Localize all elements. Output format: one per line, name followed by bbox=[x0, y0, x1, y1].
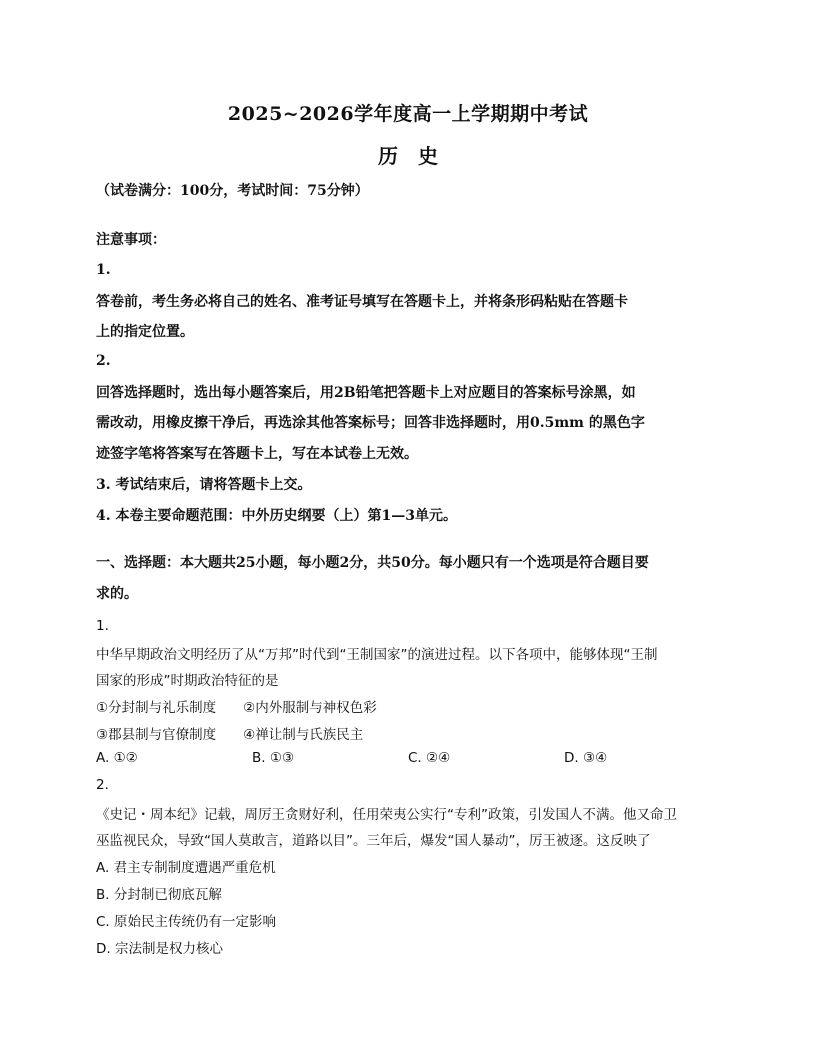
note-1-line-1: 答卷前，考生务必将自己的姓名、准考证号填写在答题卡上，并将条形码粘贴在答题卡 bbox=[96, 294, 628, 310]
subject-title: 历 史 bbox=[378, 144, 438, 168]
question-2-stem-line-2: 巫监视民众，导致“国人莫敢言，道路以目”。三年后，爆发“国人暴动”，厉王被逐。这反映了 bbox=[96, 833, 651, 849]
question-1-item-line-1: ①分封制与礼乐制度 ②内外服制与神权色彩 bbox=[96, 700, 377, 716]
question-2-option-a[interactable]: A. 君主专制制度遭遇严重危机 bbox=[96, 860, 276, 876]
question-1-item-line-2: ③郡县制与官僚制度 ④禅让制与氏族民主 bbox=[96, 727, 364, 743]
question-1-option-b[interactable]: B. ①③ bbox=[252, 750, 295, 766]
note-2-number: 2. bbox=[96, 353, 111, 369]
exam-title: 2025~2026学年度高一上学期期中考试 bbox=[227, 103, 589, 125]
question-2-option-c[interactable]: C. 原始民主传统仍有一定影响 bbox=[96, 914, 277, 930]
question-2-stem-line-1: 《史记・周本纪》记载，周厉王贪财好利，任用荣夷公实行“专利”政策，引发国人不满。他又命卫 bbox=[96, 807, 677, 823]
section-1-heading-line-2: 求的。 bbox=[96, 586, 138, 602]
section-1-heading-line-1: 一、选择题：本大题共25小题，每小题2分，共50分。每小题只有一个选项是符合题目要 bbox=[96, 555, 649, 571]
note-2-line-1: 回答选择题时，选出每小题答案后，用2B铅笔把答题卡上对应题目的答案标号涂黑，如 bbox=[96, 385, 636, 401]
exam-meta: （试卷满分：100分，考试时间：75分钟） bbox=[96, 183, 369, 199]
question-1-option-c[interactable]: C. ②④ bbox=[408, 750, 451, 766]
question-1-option-d[interactable]: D. ③④ bbox=[564, 750, 608, 766]
question-1-options bbox=[96, 750, 736, 770]
note-2-line-2: 需改动，用橡皮擦干净后，再选涂其他答案标号；回答非选择题时，用0.5mm 的黑色字 bbox=[96, 415, 645, 431]
note-3: 3. 考试结束后，请将答题卡上交。 bbox=[96, 477, 312, 493]
question-1-option-a[interactable]: A. ①② bbox=[96, 750, 138, 766]
question-1-stem-line-1: 中华早期政治文明经历了从“万邦”时代到“王制国家”的演进过程。以下各项中，能够体现“王制 bbox=[96, 647, 658, 663]
question-2-number: 2. bbox=[96, 777, 109, 793]
notes-heading: 注意事项： bbox=[96, 232, 166, 248]
question-2-option-b[interactable]: B. 分封制已彻底瓦解 bbox=[96, 887, 222, 903]
question-2-option-d[interactable]: D. 宗法制是权力核心 bbox=[96, 941, 223, 957]
note-1-line-2: 上的指定位置。 bbox=[96, 324, 194, 340]
note-1-number: 1. bbox=[96, 262, 111, 278]
note-2-line-3: 迹签字笔将答案写在答题卡上，写在本试卷上无效。 bbox=[96, 446, 418, 462]
question-1-number: 1. bbox=[96, 618, 109, 634]
question-1-stem-line-2: 国家的形成”时期政治特征的是 bbox=[96, 673, 279, 689]
note-4: 4. 本卷主要命题范围：中外历史纲要（上）第1—3单元。 bbox=[96, 508, 457, 524]
